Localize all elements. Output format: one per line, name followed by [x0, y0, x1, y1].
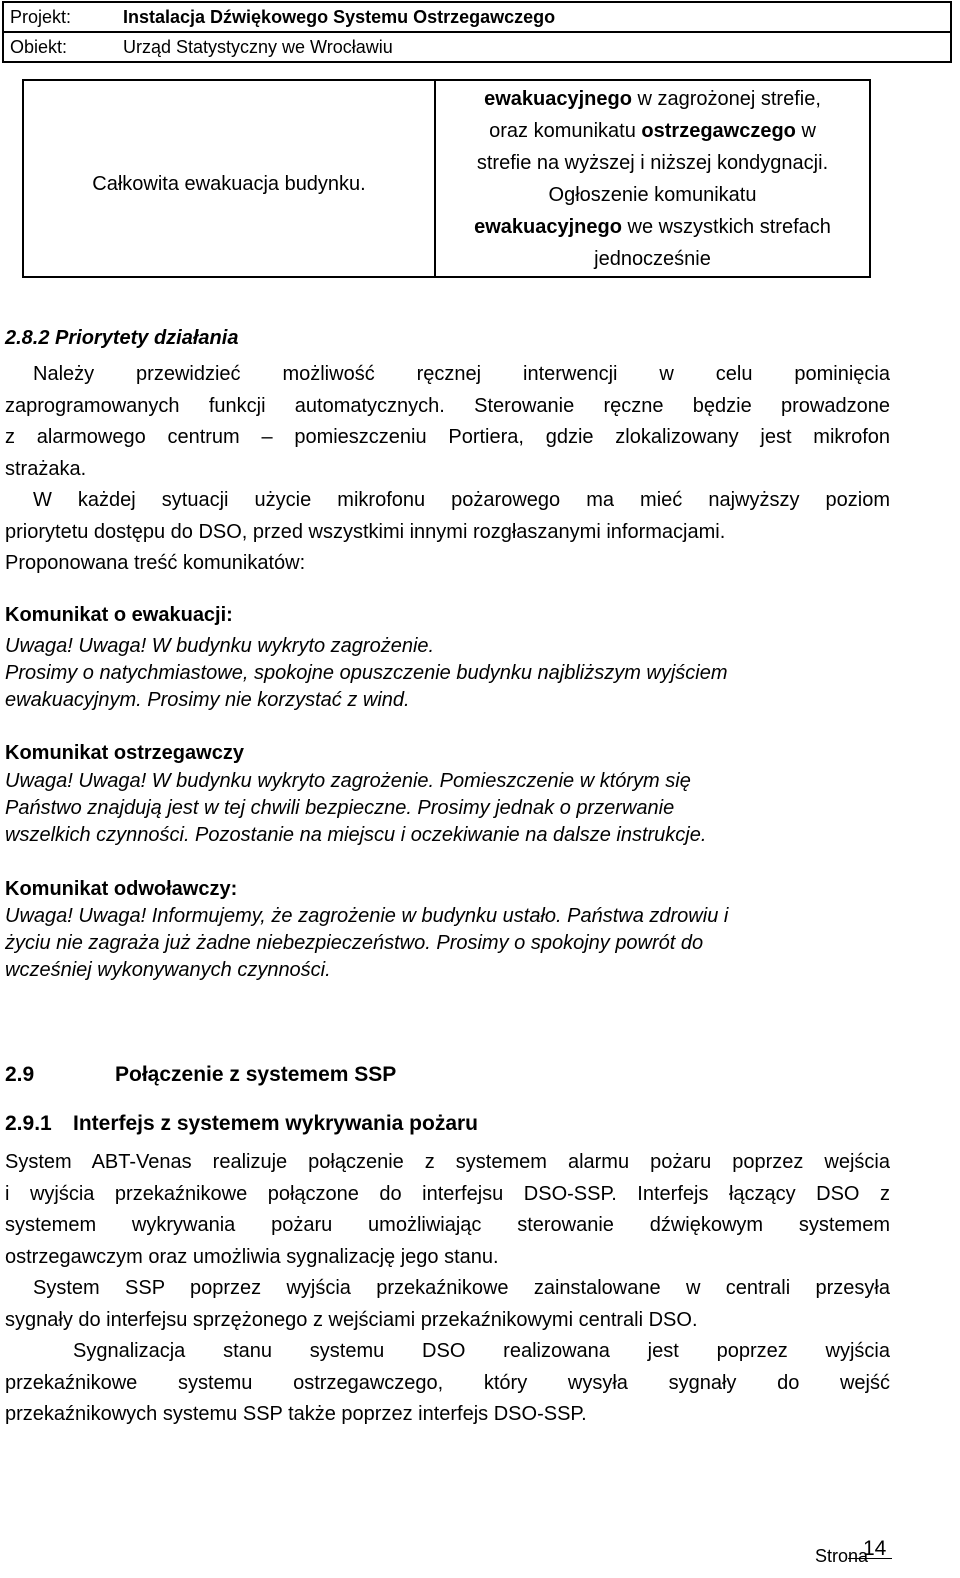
section-2-9-number: 2.9	[5, 1063, 35, 1086]
priority-paragraph-2: W każdej sytuacji użycie mikrofonu pożarowego ma mieć najwyższy poziom priorytetu dostępu do DSO, przed wszystkimi innymi rozgłaszanymi informacjami. Proponowana treść komunikatów:	[5, 489, 890, 574]
warning-message-text: Uwaga! Uwaga! W budynku wykryto zagrożenie. Pomieszczenie w którym się Państwo znajdują jest w tej chwili bezpieczne. Prosimy jednak o przerwanie wszelkich czynności. Pozostanie na miejscu i oczekiwanie na dalsze instrukcje.	[5, 770, 707, 846]
project-label: Projekt:	[3, 2, 111, 32]
section-2-8-2-heading: 2.8.2 Priorytety działania	[5, 327, 239, 349]
warning-message-title: Komunikat ostrzegawczy	[5, 742, 244, 764]
cancel-message-title: Komunikat odwoławczy:	[5, 878, 238, 900]
table-right-cell: ewakuacyjnego w zagrożonej strefie, oraz komunikatu ostrzegawczego w strefie na wyższej i niższej kondygnacji. Ogłoszenie komunikatu ewakuacyjnego we wszystkich strefach jednocześnie	[435, 80, 870, 277]
evacuation-message-title: Komunikat o ewakuacji:	[5, 604, 233, 626]
evacuation-table	[22, 79, 871, 278]
ssp-paragraph-1: System ABT-Venas realizuje połączenie z systemem alarmu pożaru poprzez wejścia i wyjścia przekaźnikowe połączone do interfejsu DSO-SSP. Interfejs łączący DSO z systemem wykrywania pożaru umożliwiając sterowanie dźwiękowym systemem ostrzegawczym oraz umożliwia sygnalizację jego stanu.	[5, 1151, 890, 1268]
project-value: Instalacja Dźwiękowego Systemu Ostrzegawczego	[111, 2, 951, 32]
object-value: Urząd Statystyczny we Wrocławiu	[111, 32, 951, 62]
cancel-message-text: Uwaga! Uwaga! Informujemy, że zagrożenie w budynku ustało. Państwa zdrowiu i życiu nie zagraża już żadne niebezpieczeństwo. Prosimy o spokojny powrót do wcześniej wykonywanych czynności.	[5, 905, 729, 981]
footer-page-label: Strona	[814, 1546, 868, 1566]
ssp-paragraph-3: Sygnalizacja stanu systemu DSO realizowana jest poprzez wyjścia przekaźnikowe systemu ostrzegawczego, który wysyła sygnały do wejść przekaźnikowych systemu SSP także poprzez interfejs DSO-SSP.	[5, 1340, 890, 1425]
document-header	[2, 1, 952, 63]
section-2-9-heading	[5, 1063, 396, 1087]
object-label: Obiekt:	[3, 32, 111, 62]
priority-paragraph-1: Należy przewidzieć możliwość ręcznej interwencji w celu pominięcia zaprogramowanych funkcji automatycznych. Sterowanie ręczne będzie prowadzone z alarmowego centrum – pomieszczeniu Portiera, gdzie zlokalizowany jest mikrofon strażaka.	[5, 363, 890, 480]
footer-page-number: 14	[863, 1537, 887, 1560]
section-2-9-1-number: 2.9.1	[5, 1112, 52, 1135]
section-2-9-title: Połączenie z systemem SSP	[115, 1063, 397, 1086]
evacuation-message-text: Uwaga! Uwaga! W budynku wykryto zagrożenie. Prosimy o natychmiastowe, spokojne opuszczenie budynku najbliższym wyjściem ewakuacyjnym. Prosimy nie korzystać z wind.	[5, 635, 728, 711]
section-2-9-1-heading	[5, 1112, 478, 1136]
section-2-9-1-title: Interfejs z systemem wykrywania pożaru	[73, 1112, 478, 1135]
table-left-cell: Całkowita ewakuacja budynku.	[23, 80, 435, 277]
ssp-paragraph-2: System SSP poprzez wyjścia przekaźnikowe zainstalowane w centrali przesyła sygnały do interfejsu sprzężonego z wejściami przekaźnikowymi centrali DSO.	[5, 1277, 890, 1331]
